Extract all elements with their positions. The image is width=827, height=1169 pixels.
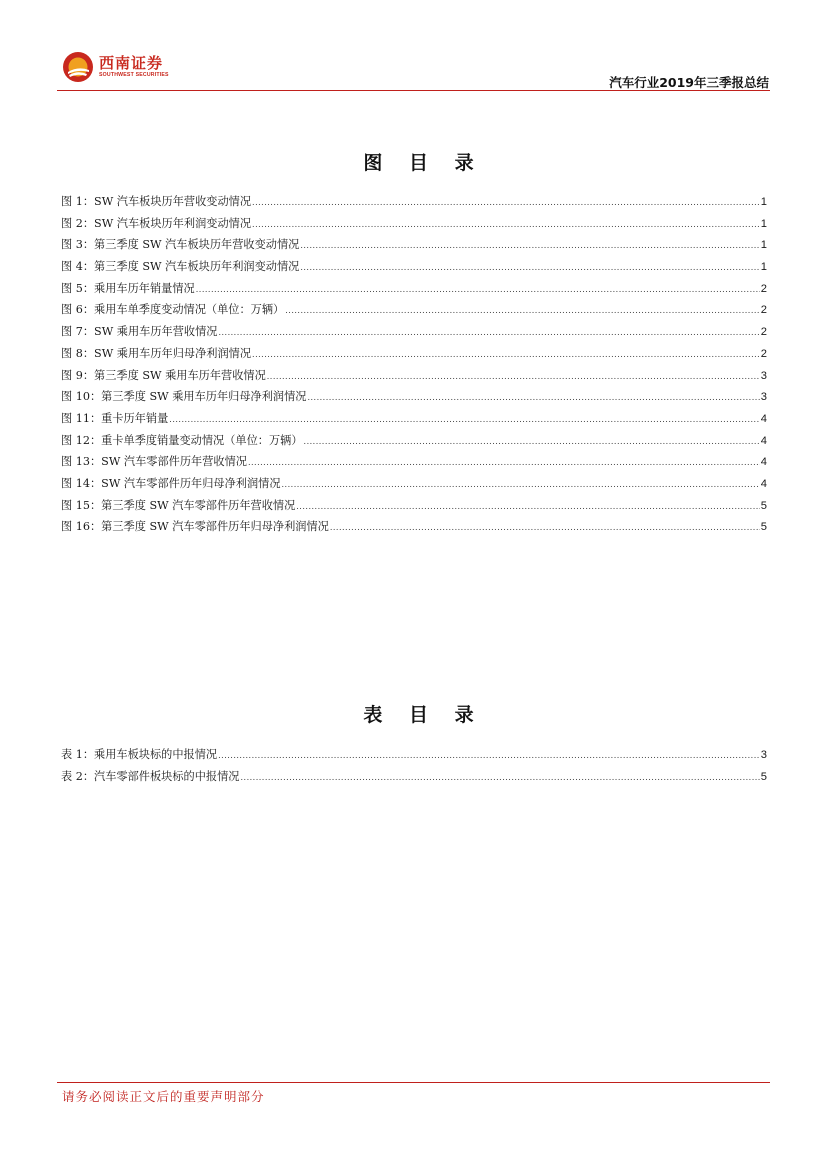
footer-divider bbox=[57, 1082, 770, 1083]
toc-entry-label: 图 10：第三季度 SW 乘用车历年归母净利润情况 bbox=[61, 390, 307, 404]
toc-entry-label: 图 3：第三季度 SW 汽车板块历年营收变动情况 bbox=[61, 238, 300, 252]
toc-entry-label: 图 12：重卡单季度销量变动情况（单位：万辆） bbox=[61, 433, 303, 447]
toc-entry-label: 表 2：汽车零部件板块标的中报情况 bbox=[61, 769, 240, 783]
company-logo bbox=[62, 50, 169, 84]
toc-entry[interactable] bbox=[61, 766, 767, 788]
toc-leader-dots bbox=[300, 235, 759, 257]
toc-leader-dots bbox=[282, 474, 760, 496]
toc-leader-dots bbox=[252, 192, 760, 214]
toc-entry-page: 4 bbox=[760, 434, 767, 447]
toc-leader-dots bbox=[267, 366, 760, 388]
toc-entry-page: 1 bbox=[760, 261, 767, 274]
toc-entry-page: 3 bbox=[760, 749, 767, 761]
toc-entry-label: 图 6：乘用车单季度变动情况（单位：万辆） bbox=[61, 303, 285, 317]
toc-entry-label: 图 13：SW 汽车零部件历年营收情况 bbox=[61, 455, 247, 469]
toc-entry[interactable] bbox=[61, 213, 767, 235]
toc-entry-label: 图 9：第三季度 SW 乘用车历年营收情况 bbox=[61, 368, 266, 382]
logo-name: 西南证券 bbox=[99, 54, 164, 72]
toc-leader-dots bbox=[330, 517, 760, 539]
toc-entry[interactable] bbox=[61, 408, 767, 430]
tables-toc-list bbox=[61, 744, 767, 787]
toc-leader-dots bbox=[196, 279, 760, 301]
toc-entry[interactable] bbox=[61, 430, 767, 452]
toc-entry-label: 图 5：乘用车历年销量情况 bbox=[61, 281, 195, 295]
figures-toc-list bbox=[61, 191, 767, 538]
toc-leader-dots bbox=[218, 745, 760, 767]
toc-entry-page: 2 bbox=[760, 282, 767, 295]
toc-entry-page: 4 bbox=[760, 456, 767, 469]
toc-entry-page: 2 bbox=[760, 326, 767, 339]
toc-entry[interactable] bbox=[61, 516, 767, 538]
toc-entry-page: 1 bbox=[760, 196, 767, 208]
toc-leader-dots bbox=[307, 387, 759, 409]
toc-entry-page: 2 bbox=[760, 347, 767, 360]
toc-entry[interactable] bbox=[61, 451, 767, 473]
toc-entry-page: 5 bbox=[760, 521, 767, 534]
toc-leader-dots bbox=[304, 431, 760, 453]
toc-entry-label: 图 11：重卡历年销量 bbox=[61, 411, 169, 425]
toc-entry[interactable] bbox=[61, 744, 767, 766]
tables-section-title: 表 目 录 bbox=[363, 704, 484, 726]
report-title: 汽车行业2019年三季报总结 bbox=[609, 75, 769, 90]
header-divider bbox=[57, 90, 770, 91]
toc-entry[interactable] bbox=[61, 365, 767, 387]
toc-entry-label: 图 8：SW 乘用车历年归母净利润情况 bbox=[61, 346, 252, 360]
toc-leader-dots bbox=[296, 496, 760, 518]
toc-entry[interactable] bbox=[61, 234, 767, 256]
toc-leader-dots bbox=[252, 344, 760, 366]
toc-entry-page: 1 bbox=[760, 239, 767, 252]
toc-leader-dots bbox=[218, 322, 759, 344]
toc-entry-page: 3 bbox=[760, 369, 767, 382]
toc-entry-label: 图 16：第三季度 SW 汽车零部件历年归母净利润情况 bbox=[61, 520, 329, 534]
toc-entry-label: 图 15：第三季度 SW 汽车零部件历年营收情况 bbox=[61, 498, 296, 512]
toc-leader-dots bbox=[300, 257, 759, 279]
footer-disclaimer: 请务必阅读正文后的重要声明部分 bbox=[62, 1089, 265, 1104]
toc-entry-label: 图 1：SW 汽车板块历年营收变动情况 bbox=[61, 195, 252, 208]
toc-entry-page: 5 bbox=[760, 770, 767, 783]
toc-entry[interactable] bbox=[61, 278, 767, 300]
toc-entry[interactable] bbox=[61, 321, 767, 343]
toc-leader-dots bbox=[248, 452, 760, 474]
toc-entry[interactable] bbox=[61, 256, 767, 278]
toc-entry[interactable] bbox=[61, 473, 767, 495]
toc-entry[interactable] bbox=[61, 343, 767, 365]
logo-name-en: SOUTHWEST SECURITIES bbox=[99, 72, 169, 78]
toc-entry[interactable] bbox=[61, 495, 767, 517]
toc-entry-page: 1 bbox=[760, 217, 767, 230]
toc-entry-page: 4 bbox=[760, 477, 767, 490]
toc-leader-dots bbox=[169, 409, 759, 431]
toc-entry-page: 2 bbox=[760, 304, 767, 317]
logo-emblem-icon bbox=[62, 51, 94, 83]
figures-section-title: 图 目 录 bbox=[363, 152, 484, 174]
toc-leader-dots bbox=[241, 767, 760, 789]
toc-entry[interactable] bbox=[61, 191, 767, 213]
toc-entry-page: 4 bbox=[760, 412, 767, 425]
toc-entry-label: 表 1：乘用车板块标的中报情况 bbox=[61, 748, 218, 761]
toc-entry[interactable] bbox=[61, 386, 767, 408]
toc-leader-dots bbox=[285, 300, 760, 322]
toc-leader-dots bbox=[252, 214, 760, 236]
toc-entry-label: 图 2：SW 汽车板块历年利润变动情况 bbox=[61, 216, 252, 230]
toc-entry-label: 图 14：SW 汽车零部件历年归母净利润情况 bbox=[61, 476, 281, 490]
toc-entry-page: 3 bbox=[760, 391, 767, 404]
toc-entry-label: 图 7：SW 乘用车历年营收情况 bbox=[61, 325, 218, 339]
toc-entry-label: 图 4：第三季度 SW 汽车板块历年利润变动情况 bbox=[61, 260, 300, 274]
toc-entry[interactable] bbox=[61, 299, 767, 321]
toc-entry-page: 5 bbox=[760, 499, 767, 512]
